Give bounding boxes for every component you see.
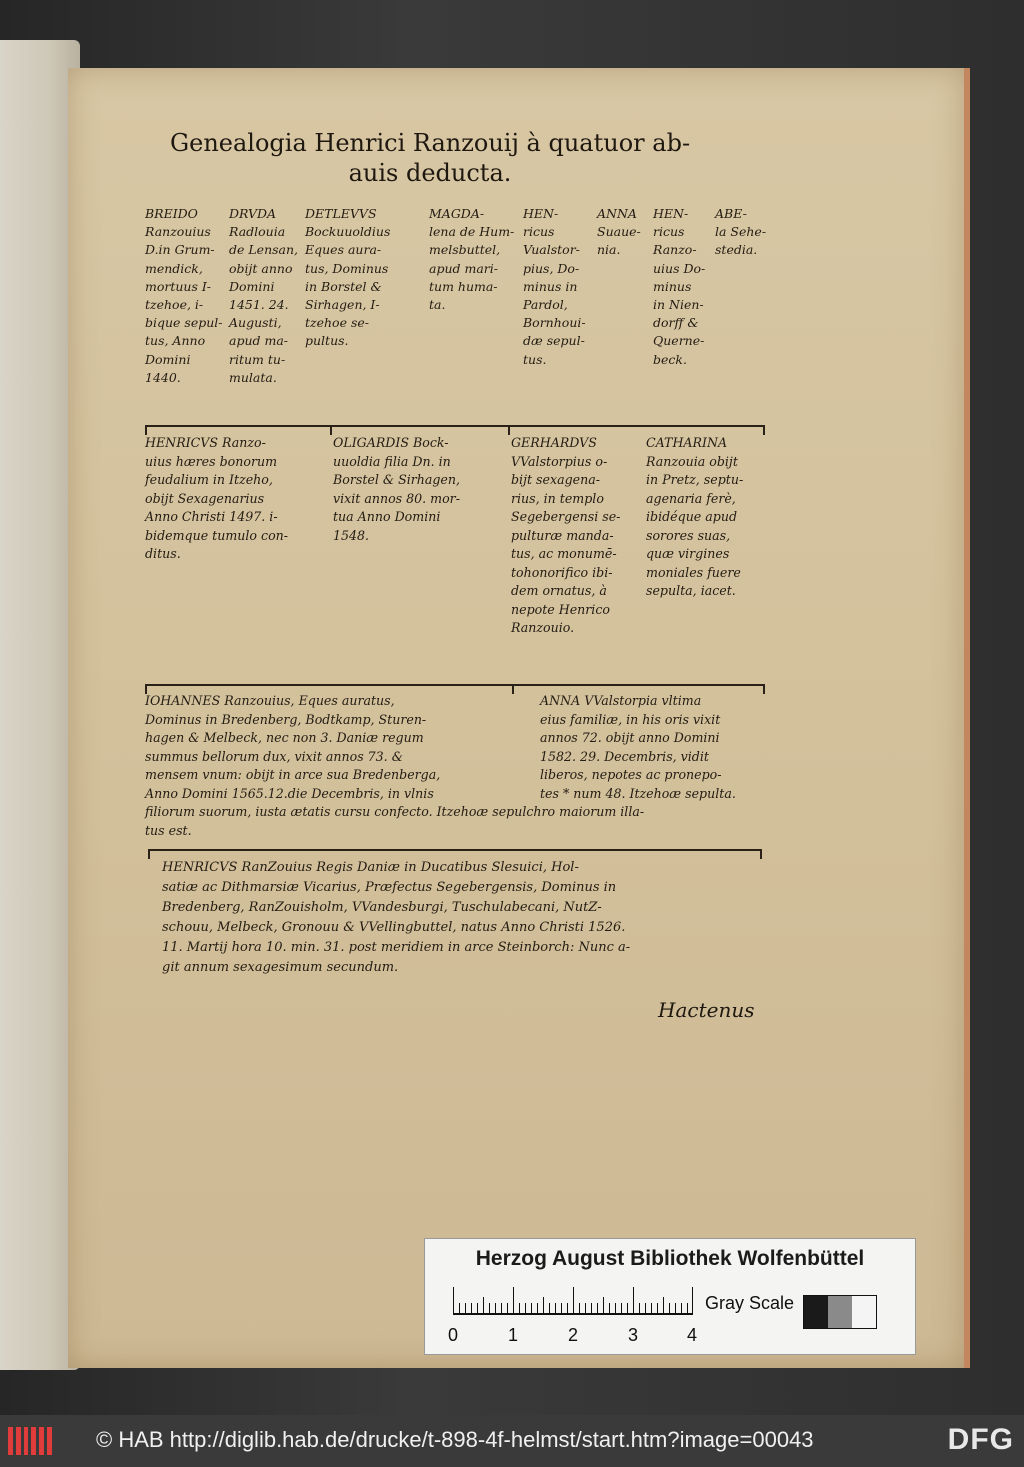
ruler-tick <box>453 1287 454 1313</box>
ruler-tick <box>651 1303 652 1313</box>
ruler-tick <box>579 1303 580 1313</box>
library-name: Herzog August Bibliothek Wolfenbüttel <box>475 1247 865 1270</box>
grandparent-entry: HENRICVS Ranzo- uius hæres bonorum feudalium in Itzeho, obijt Sexagenarius Anno Christi 1497. i- bidemque tumulo con- ditus. <box>145 435 289 561</box>
swatch-light <box>852 1296 876 1328</box>
ancestor-column: DRVDA Radlouia de Lensan, obijt anno Domini 1451. 24. Augusti, apud ma- ritum tu- mulata. <box>229 206 299 385</box>
ancestor-column: ANNA Suaue- nia. <box>597 206 641 258</box>
footer-bar <box>0 1415 1024 1467</box>
ruler-tick <box>543 1297 544 1313</box>
father-entry: IOHANNES Ranzouius, Eques auratus, Dominus in Bredenberg, Bodtkamp, Sturen- hagen & Melbeck, nec non 3. Daniæ regum summus bellorum dux, vixit annos 73. & mensem vnum: obijt in arce sua Bredenberga, Anno Domini 1565.12.die Decembris, in vlnis filiorum suorum, iusta ætatis cursu confecto. Itzehoæ sepulchro maiorum illa- tus est. <box>145 693 645 838</box>
grandparent-entry: OLIGARDIS Bock- uuoldia filia Dn. in Borstel & Sirhagen, vixit annos 80. mor- tua Anno Domini 1548. <box>333 435 461 543</box>
ruler-number: 2 <box>568 1325 579 1345</box>
bracket-tick <box>148 849 150 859</box>
ancestors-row <box>145 205 765 405</box>
ancestor-column: DETLEVVS Bockuuoldius Eques aura- tus, Dominus in Borstel & Sirhagen, I- tzehoe se- pultus. <box>305 206 391 349</box>
ruler-tick <box>609 1303 610 1313</box>
ruler <box>453 1287 693 1315</box>
ruler-tick <box>507 1303 508 1313</box>
ruler-tick <box>471 1303 472 1313</box>
gray-scale-swatch <box>803 1295 877 1329</box>
bracket-tick <box>330 425 332 435</box>
bracket-tick <box>763 425 765 435</box>
ruler-number: 0 <box>448 1325 459 1345</box>
swatch-dark <box>804 1296 828 1328</box>
ruler-tick <box>621 1303 622 1313</box>
ruler-tick <box>591 1303 592 1313</box>
subject-entry: HENRICVS RanZouius Regis Daniæ in Ducatibus Slesuici, Hol- satiæ ac Dithmarsiæ Vicarius, Præfectus Segebergensis, Dominus in Bredenberg, RanZouisholm, VVandesburgi, Tuschulabecani, NutZ- schouu, Melbeck, Gronouu & VVellingbuttel, natus Anno Christi 1526. 11. Martij hora 10. min. 31. post meridiem in arce Steinborch: Nunc a- git annum sexagesimum secundum. <box>162 860 631 975</box>
bracket-tick <box>763 684 765 694</box>
catchword: Hactenus <box>658 998 755 1022</box>
ruler-tick <box>681 1303 682 1313</box>
ruler-tick <box>687 1303 688 1313</box>
ruler-tick <box>465 1303 466 1313</box>
ruler-tick <box>597 1303 598 1313</box>
ancestor-column: HEN- ricus Ranzo- uius Do- minus in Nien- dorff & Querne- beck. <box>653 206 706 367</box>
ruler-tick <box>615 1303 616 1313</box>
barcode-icon <box>8 1427 52 1455</box>
color-scale-card <box>424 1238 916 1355</box>
ruler-tick <box>555 1303 556 1313</box>
ruler-number: 1 <box>508 1325 519 1345</box>
ruler-tick <box>513 1287 514 1313</box>
ruler-tick <box>639 1303 640 1313</box>
ancestor-column: HEN- ricus Vualstor- pius, Do- minus in Pardol, Bornhoui- dæ sepul- tus. <box>523 206 586 367</box>
ruler-tick <box>657 1303 658 1313</box>
ruler-tick <box>645 1303 646 1313</box>
bracket-tick <box>760 849 762 859</box>
ruler-tick <box>603 1297 604 1313</box>
ruler-tick <box>501 1303 502 1313</box>
ruler-tick <box>531 1303 532 1313</box>
ruler-tick <box>561 1303 562 1313</box>
swatch-mid <box>828 1296 852 1328</box>
ruler-tick <box>663 1297 664 1313</box>
ruler-number: 3 <box>628 1325 639 1345</box>
bracket-rule <box>145 425 765 427</box>
bracket-tick <box>508 425 510 435</box>
ruler-tick <box>585 1303 586 1313</box>
ancestor-column: BREIDO Ranzouius D.in Grum- mendick, mortuus I- tzehoe, i- bique sepul- tus, Anno Domini 1440. <box>145 206 223 385</box>
ruler-tick <box>627 1303 628 1313</box>
ancestor-column: ABE- la Sehe- stedia. <box>715 206 767 258</box>
grandparent-entry: CATHARINA Ranzouia obijt in Pretz, septu- agenaria ferè, ibidéque apud sorores suas, quæ virgines moniales fuere sepulta, iacet. <box>646 435 744 598</box>
mother-entry: ANNA VValstorpia vltima eius familiæ, in his oris vixit annos 72. obijt anno Domini 1582. 29. Decembris, vidit liberos, nepotes ac pronepo- tes * num 48. Itzehoæ sepulta. <box>540 693 736 801</box>
gray-scale-label: Gray Scale <box>705 1293 795 1313</box>
ruler-tick <box>669 1303 670 1313</box>
ruler-tick <box>573 1287 574 1313</box>
ruler-tick <box>567 1303 568 1313</box>
ruler-tick <box>495 1303 496 1313</box>
bracket-rule <box>148 849 762 851</box>
source-link[interactable]: © HAB http://diglib.hab.de/drucke/t-898-4f-helmst/start.htm?image=00043 <box>96 1427 814 1452</box>
ruler-tick <box>633 1287 634 1313</box>
ruler-tick <box>489 1303 490 1313</box>
dfg-logo: DFG <box>947 1423 1014 1456</box>
ancestor-column: MAGDA- lena de Hum- melsbuttel, apud mari- tum huma- ta. <box>429 206 515 313</box>
title-line-2: auis deducta. <box>348 159 512 187</box>
ruler-tick <box>519 1303 520 1313</box>
ruler-tick <box>477 1303 478 1313</box>
ruler-tick <box>549 1303 550 1313</box>
ruler-tick <box>675 1303 676 1313</box>
ruler-tick <box>459 1303 460 1313</box>
ruler-tick <box>692 1287 693 1313</box>
ruler-tick <box>537 1303 538 1313</box>
title-line-1: Genealogia Henrici Ranzouij à quatuor ab- <box>169 129 691 157</box>
ruler-number: 4 <box>687 1325 698 1345</box>
grandparent-entry: GERHARDVS VValstorpius o- bijt sexagena- rius, in templo Segebergensi se- pulturæ manda- tus, ac monumē- tohonorifico ibi- dem ornatus, à nepote Henrico Ranzouio. <box>511 435 621 635</box>
ruler-tick <box>525 1303 526 1313</box>
page-title <box>150 128 710 188</box>
bracket-rule <box>145 684 765 686</box>
ruler-tick <box>483 1297 484 1313</box>
